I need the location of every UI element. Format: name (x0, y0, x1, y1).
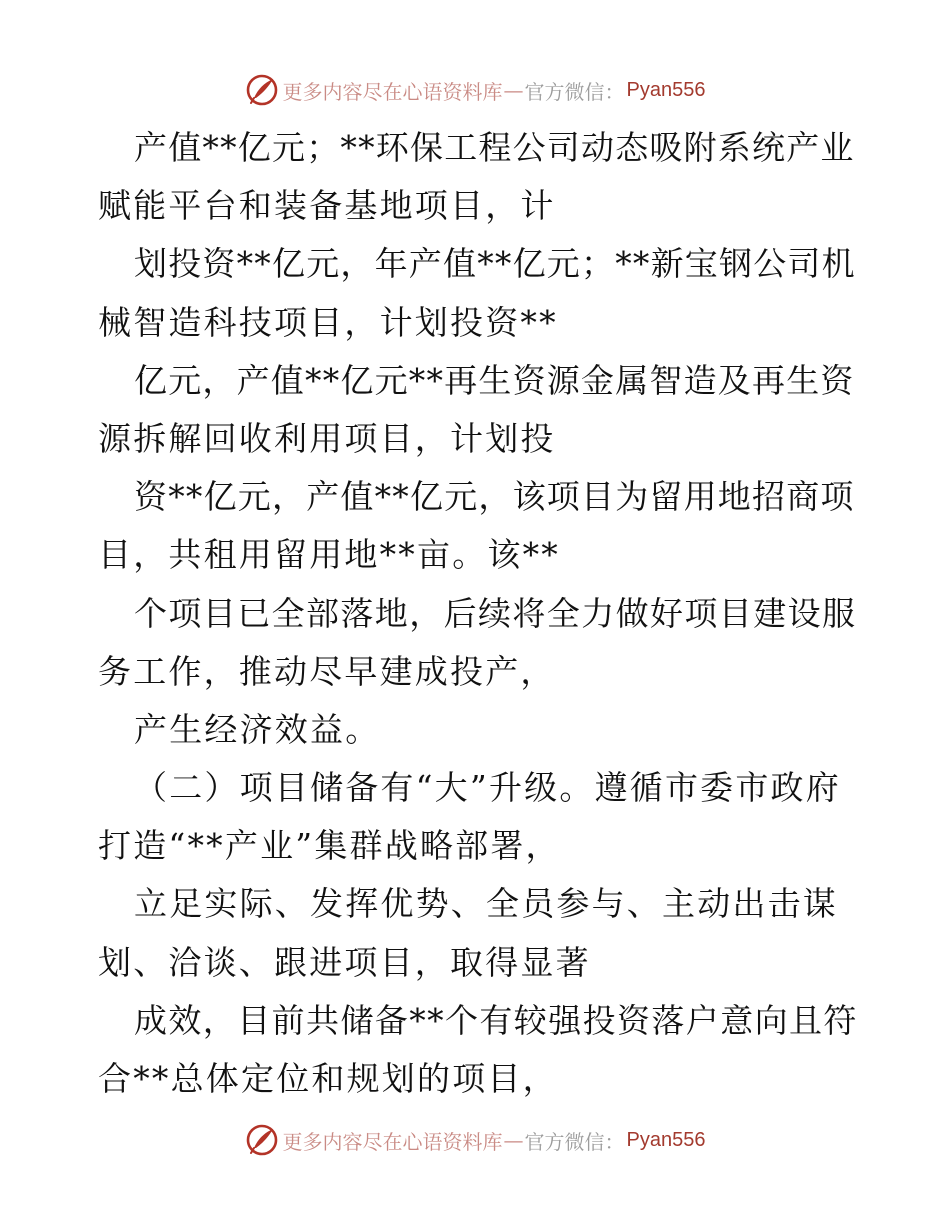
text-line: 个项目已全部落地，后续将全力做好项目建设服 (134, 593, 857, 633)
text-line: 目，共租用留用地**亩。该** (98, 535, 560, 575)
text-line: 划投资**亿元，年产值**亿元；**新宝钢公司机 (134, 244, 856, 284)
watermark-wechat-id: Pyan556 (626, 78, 706, 101)
watermark-dash: — (503, 1128, 524, 1152)
quill-logo-icon (245, 73, 279, 107)
text-line: 产生经济效益。 (134, 709, 381, 749)
text-line: 产值**亿元；**环保工程公司动态吸附系统产业 (134, 128, 855, 167)
text-line: 亿元，产值**亿元**再生资源金属智造及再生资 (134, 360, 855, 400)
text-line: 赋能平台和装备基地项目，计 (98, 186, 556, 226)
watermark-text: 更多内容尽在心语资料库 (282, 79, 503, 104)
footer-watermark (0, 1122, 950, 1158)
document-body (98, 119, 858, 1108)
text-line: 资**亿元，产值**亿元，该项目为留用地招商项 (134, 477, 855, 517)
watermark-official-label: 官方微信： (524, 1129, 625, 1154)
text-line: （二）项目储备有“大”升级。遵循市委市政府 (134, 768, 841, 808)
text-line: 合**总体定位和规划的项目， (98, 1059, 558, 1098)
text-line: 打造“**产业”集群战略部署， (98, 826, 561, 866)
quill-logo-icon (245, 1123, 279, 1157)
text-line: 源拆解回收利用项目，计划投 (98, 418, 556, 458)
watermark-official-label: 官方微信： (524, 79, 625, 104)
watermark-wechat-id: Pyan556 (626, 1128, 706, 1151)
text-line: 务工作，推动尽早建成投产， (98, 651, 556, 691)
text-line: 立足实际、发挥优势、全员参与、主动出击谋 (134, 884, 838, 924)
text-line: 成效，目前共储备**个有较强投资落户意向且符 (134, 1000, 858, 1040)
watermark-text: 更多内容尽在心语资料库 (282, 1129, 503, 1154)
header-watermark (0, 72, 950, 108)
watermark-dash: — (503, 78, 524, 102)
text-line: 划、洽谈、跟进项目，取得显著 (98, 942, 591, 982)
text-line: 械智造科技项目，计划投资** (98, 302, 558, 342)
